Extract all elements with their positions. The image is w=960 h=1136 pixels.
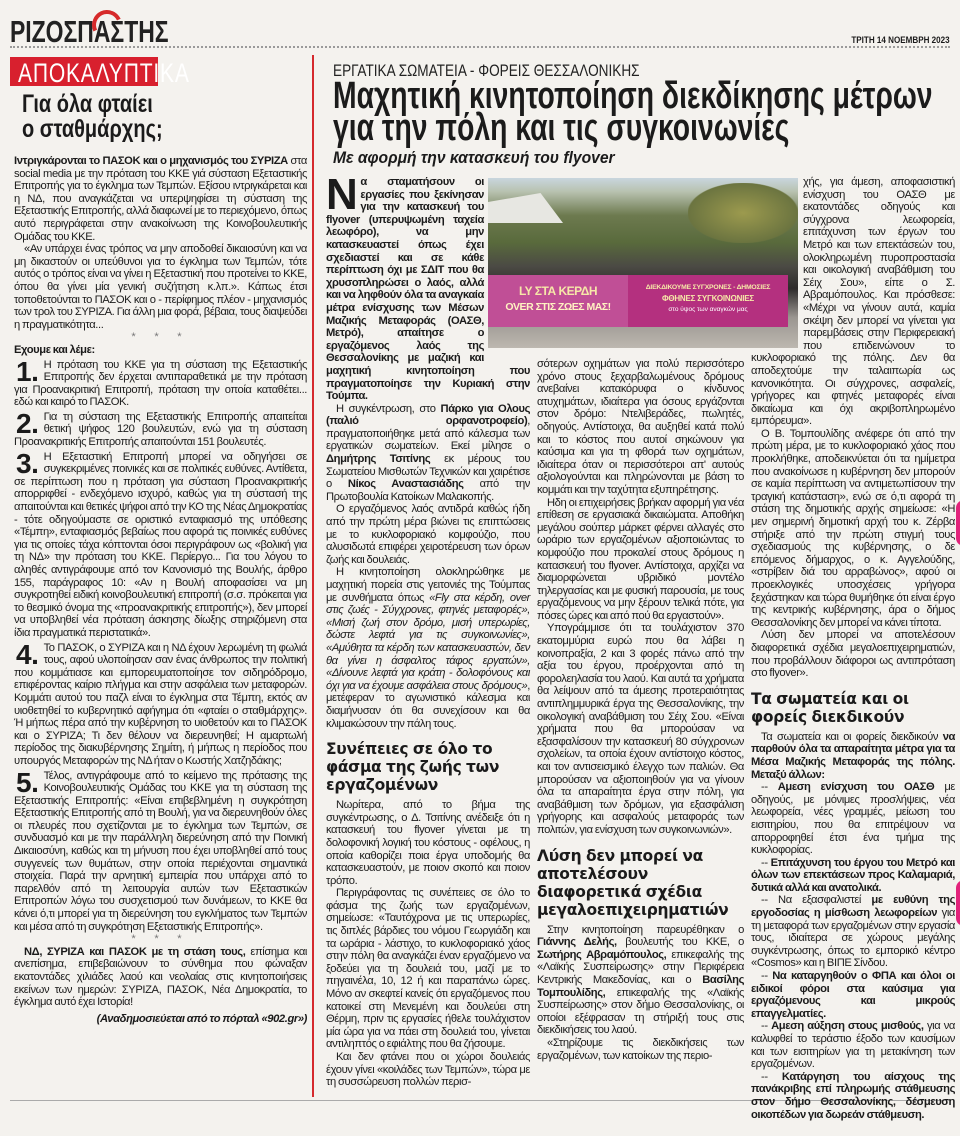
point-number: 3.: [16, 447, 39, 479]
page-edge-marker: [956, 880, 960, 926]
banner-text: στο ύψος των αναγκών μας: [668, 306, 748, 313]
text-run: επικεφαλής της «Λαϊκής Συσπείρωσης» στην Περιφέρεια Κεντρικής Μακεδονίας, και ο: [537, 948, 744, 986]
text-run: Στην κινητοποίηση παρευρέθηκαν ο: [547, 923, 744, 936]
main-article-column-3: [751, 176, 955, 1121]
header-divider: [10, 46, 950, 48]
text-run: -- Να εξασφαλιστεί: [761, 894, 872, 907]
banner-text: ΔΙΕΚΔΙΚΟΥΜΕ ΣΥΓΧΡΟΝΕΣ - ΔΗΜΟΣΙΕΣ: [645, 284, 771, 291]
text-run: , πραγματοποιήθηκε μετά από κάλεσμα των εργατικών σωματείων. Εκεί μίλησε ο: [326, 415, 530, 453]
point-number: 5.: [16, 766, 39, 798]
text-run: Η συγκέντρωση, στο: [336, 402, 441, 415]
left-title-line: Για όλα φταίει: [22, 90, 153, 118]
section-badge: [10, 57, 190, 88]
text-run: Νωρίτερα, από το βήμα της συγκέντρωσης, ο Δ. Τσιτίνης ανέδειξε ότι η κατασκευή του flyover γίνεται με τη δολοφονική λογική του κόστους - οφέλους, η οποία καθορίζει ποια έργα υποδομής θα κατασκευαστούν, με ποιον σκοπό και ποιον τρόπο.: [326, 799, 530, 887]
text-run: Τέλος, αντιγράφουμε από το κείμενο της πρότασης της Κοινοβουλευτικής Ομάδας του ΚΚΕ για τη σύσταση της Εξεταστικής Επιτροπής: «Είναι επιβεβλημένη η συγκρότηση Εξεταστικής Επιτροπής από τη Βουλή, για να διερευνηθούν όλες οι πλευρές που σχετίζονται με το έγκλημα των Τεμπών, σε συνδυασμό και με την παράλληλη διερεύνηση από την Ποινική Δικαιοσύνη, καθώς και τη μήνυση που έχει υποβληθεί από τους συγγενείς των θυμάτων, στην οποία περιέχονται σημαντικά στοιχεία. Παρά την αρνητική εμπειρία που υπάρχει από το παρελθόν από τη λειτουργία αυτών των Εξεταστικών Επιτροπών λόγω του συσχετισμού των δυνάμεων, το ΚΚΕ θα κάνει ό,τι μπορεί για τη διερεύνηση του εγκλήματος των Τεμπών και μέσα από τη συγκρότηση Εξεταστικής Επιτροπής».: [14, 769, 307, 933]
paragraph: [751, 428, 955, 630]
text-run: εκ μέρους του Σωματείου Μισθωτών Τεχνικών και χαιρέτισε ο: [326, 453, 530, 491]
separator-stars: [14, 933, 307, 946]
source-credit: [14, 1013, 307, 1026]
text-run: «Fly στα κέρδη, over στις ζωές - Σύγχρονες, φτηνές μεταφορές», «Μισή ζωή στον δρόμο, μισή υπερωρίες, δώστε λεφτά για τις συγκοινωνίες», «Αμύθητα τα κέρδη των κατασκευαστών, δεν θα γίνει η άσφαλτος τάφος εργατών», «Δίνουνε λεφτά για κράτη - δολοφόνους και όχι για να έχουμε ασφάλεια στους δρόμους»: [326, 591, 530, 692]
text-run: Τα σωματεία και οι φορείς διεκδικούν: [751, 689, 909, 726]
text-run: --: [761, 970, 773, 983]
text-run: Λύση δεν μπορεί να αποτελέσουν διαφορετικά σχέδια μεγαλοεπιχειρηματιών, που προβάλλουν διάφοροι ως αντιπρόταση στο flyover».: [751, 629, 955, 680]
text-run: να παρθούν όλα τα απαραίτητα μέτρα για τα Μέσα Μαζικής Μεταφοράς της πόλης. Μεταξύ άλλων:: [751, 730, 955, 781]
text-run: , μετέφεραν το αγωνιστικό κάλεσμα και διαμήνυσαν ότι θα συνεχίσουν και θα κλιμακώσουν την πάλη τους.: [326, 679, 530, 730]
main-article-subhead: Με αφορμή την κατασκευή του flyover: [333, 148, 615, 167]
text-run: Και δεν φτάνει που οι χώροι δουλειάς έχουν γίνει «κοιλάδες των Τεμπών», τώρα με τη συσσώρευση πολλών περισ-: [326, 1051, 530, 1089]
text-run: Νίκος Αναστασιάδης: [347, 478, 464, 491]
text-run: Η Εξεταστική Επιτροπή μπορεί να οδηγήσει σε συγκεκριμένες ποινικές και σε πολιτικές ευθύνες. Αντίθετα, σε περίπτωση που η πρόταση για σύσταση Προανακριτικής απορριφθεί - ενδεχόμενο ισχυρό, καθώς για τη σύστασή της απαιτούνται και θετικές ψήφοι από την ΚΟ της Νέας Δημοκρατίας - τότε οδηγούμαστε σε οριστικό ενταφιασμό της υπόθεσης «Τέμπη», ενταφιασμός βεβαίως που αφορά τις ποινικές ευθύνες για τις οποίες τάχα κόπτονται όσοι περιγράφουν ως «βολική για τη ΝΔ» την πρόταση του ΚΚΕ. Περίεργο... Για του λόγου το αληθές αντιγράφουμε από τον Κανονισμό της Βουλής, άρθρο 155, παράγραφος 10: «Αν η Βουλή αποφασίσει να μη συγκροτηθεί ειδική κοινοβουλευτική επιτροπή (σ.σ. πρόκειται για το θεσμικό όνομα της «προανακριτικής επιτροπής»), δεν μπορεί να υποβληθεί νέα πρόταση άσκησης δίωξης στηριζόμενη στα ίδια πραγματικά περιστατικά».: [14, 450, 307, 639]
paragraph: [14, 243, 307, 331]
paragraph: [537, 497, 744, 623]
text-run: για να καλυφθεί το τεράστιο έξοδο των καυσίμων και των εισιτηρίων για τη μετακίνηση των εργαζομένων.: [751, 1020, 956, 1071]
text-run: (Αναδημοσιεύεται από το πόρταλ «902.gr»): [96, 1012, 307, 1025]
numbered-point: [14, 447, 307, 640]
text-run: Σωτήρης Αβραμόπουλος,: [537, 948, 667, 961]
numbered-point: [14, 407, 307, 449]
text-run: Αμεση ενίσχυση του ΟΑΣΘ: [777, 781, 935, 794]
text-run: Ιντριγκάρονται το ΠΑΣΟΚ και ο μηχανισμός του ΣΥΡΙΖΑ: [14, 155, 288, 167]
text-run: Τα σωματεία και οι φορείς διεκδικούν: [761, 730, 943, 743]
text-run: Για τη σύσταση της Εξεταστικής Επιτροπής απαιτείται θετική ψήφος 120 βουλευτών, ενώ για τη σύσταση Προανακριτικής Επιτροπής απαιτούνται 151 βουλευτές.: [14, 410, 307, 449]
separator-stars: [14, 331, 307, 344]
text-run: --: [761, 1070, 782, 1083]
numbered-point: [14, 766, 307, 934]
text-run: χής, για άμεση, αποφασιστική ενίσχυση του ΟΑΣΘ με εκατοντάδες οδηγούς και σύγχρονα λεωφορεία, επιτάχυνση των έργων του Μετρό και των επεκτάσεών του, ολοκληρωμένη πυροπροστασία και οικολογική αναβάθμιση του Σέιχ Σου», είπε ο Σ. Αβραμόπουλος. Και πρόσθεσε: «Μέχρι να γίνουν αυτά, καμία σκέψη δεν μπορεί να γίνεται για παρεμβάσεις στην Περιφερειακή που επιδεινώνουν το κυκλοφοριακό της πόλης. Δεν θα αποδεχτούμε την ταλαιπωρία ως κανονικότητα. Οι σύγχρονες, ασφαλείς, γρήγορες και φτηνές μεταφορές είναι δικαίωμα και όχι ακριβοπληρωμένο εμπόρευμα».: [751, 176, 955, 428]
left-title-line: ο σταθμάρχης;: [22, 115, 163, 143]
paragraph: [326, 503, 530, 566]
paragraph: [751, 970, 955, 1020]
subheading: [751, 690, 955, 726]
issue-date: ΤΡΙΤΗ 14 ΝΟΕΜΒΡΗ 2023: [851, 35, 950, 46]
paragraph: [751, 731, 955, 781]
main-article-column-2: [537, 358, 744, 1062]
text-run: α σταματήσουν οι εργασίες που ξεκίνησαν για την κατασκευή του flyover (υπερυψωμένη ταχεία λεωφόρο), να μην κατασκευαστεί όπως έχει σχεδιαστεί και σε κάθε περίπτωση όχι με ΣΔΙΤ που θα χρυσοπληρώσει ο λαός, αλλά και να ληφθούν όλα τα αναγκαία μέτρα ενίσχυσης των Μέσων Μαζικής Μεταφοράς (ΟΑΣΘ, Μετρό), απαίτησε ο εργαζόμενος λαός της Θεσσαλονίκης με μαζική και μαχητική κινητοποίηση που πραγματοποίησε την Κυριακή στην Τούμπα.: [326, 176, 530, 403]
paragraph: [14, 155, 307, 243]
numbered-point: [14, 355, 307, 409]
paragraph: [751, 781, 955, 857]
drop-cap: Ν: [326, 170, 358, 219]
text-run: Υπογράμμισε ότι τα τουλάχιστον 370 εκατομμύρια ευρώ που θα λάβει η κοινοπραξία, 2 και 3 φορές πάνω από την αξία του έργου, προέρχονται από τη φορολεηλασία του λαού. Και αυτά τα χρήματα θα λείψουν από τα άμεσης προτεραιότητας αντιπλημμυρικά έργα της Θεσσαλονίκης, την οικολογική αναβάθμιση του Σέιχ Σου. «Είναι χρήματα που θα μπορούσαν να εξασφαλίσουν την κατασκευή 80 σύγχρονων σχολείων, τα οποία έχουν αντίστοιχο κόστος, και τον αντισεισμικό έλεγχο των παλιών. Θα μπορούσαν να αξιοποιηθούν για να γίνουν όλα τα απαραίτητα έργα στην πόλη, για αναβάθμιση των δρόμων, για εξασφάλιση γρήγορης και ασφαλούς μεταφοράς των πολιτών, για ενίσχυση των συγκοινωνιών».: [537, 622, 744, 836]
subheading: [537, 847, 744, 919]
text-run: επίσημα και ανεπίσημα, επιβεβαιώνουν το σύνθημα που φώναξαν εκατοντάδες χιλιάδες λαού και νεολαίας στις κινητοποιήσεις εκείνων των ημερών: ΣΥΡΙΖΑ, ΠΑΣΟΚ, Νέα Δημοκρατία, το έγκλημα αυτό έχει Ιστορία!: [14, 945, 307, 1009]
text-run: επικεφαλής της «Λαϊκής Συσπείρωσης» στον δήμο Θεσσαλονίκης, οι οποίοι εξέφρασαν τη στήριξή τους στις διεκδικήσεις του λαού.: [537, 986, 744, 1037]
text-run: με οδηγούς, με μόνιμες προσλήψεις, νέα λεωφορεία, νέες γραμμές, μείωση του εισιτηρίου, που θα επιτρέψουν να απορροφηθεί έτσι ένα τμήμα της κυκλοφορίας.: [751, 781, 955, 857]
text-run: Βασίλης Τομπουλίδης,: [537, 973, 744, 999]
paragraph: [751, 857, 955, 895]
text-run: «Στηρίζουμε τις διεκδικήσεις των εργαζομένων, των κατοίκων της περιο-: [537, 1036, 744, 1062]
headline-line: για την πόλη και τις συγκοινωνίες: [333, 107, 790, 149]
text-run: με ευθύνη της εργοδοσίας η μίσθωση λεωφορείων: [751, 894, 955, 920]
text-run: --: [761, 856, 771, 869]
text-run: --: [761, 1020, 772, 1033]
text-run: Γιάννης Δελής,: [537, 936, 617, 949]
text-run: * * *: [131, 331, 190, 344]
point-number: 2.: [16, 407, 39, 439]
paragraph: [326, 799, 530, 887]
text-run: Ο εργαζόμενος λαός αντιδρά καθώς ήδη από την πρώτη μέρα βιώνει τις επιπτώσεις με το κυκλοφοριακό κομφούζιο, που αλυσιδωτά επιφέρει χειροτέρευση των όρων ζωής και δουλειάς.: [326, 503, 530, 566]
point-number: 1.: [16, 355, 39, 387]
text-run: Αμεση αύξηση στους μισθούς,: [771, 1020, 924, 1033]
paragraph: [751, 629, 955, 679]
text-run: στα social media με την πρόταση του ΚΚΕ γιά σύσταση Εξεταστικής Επιτροπής για το έγκλημα των Τεμπών. Εξίσου ιντριγκάρεται και η ΝΔ, που αναγκάζεται να υπερψηφίσει τη σύσταση της Εξεταστικής Επιτροπής, αλλά διαφωνεί με το περιεχόμενο, όπως αυτό περιγράφεται στην ανακοίνωση της Κοινοβουλευτικής Ομάδας του ΚΚΕ.: [14, 155, 307, 243]
text-run: Το ΠΑΣΟΚ, ο ΣΥΡΙΖΑ και η ΝΔ έχουν λερωμένη τη φωλιά τους, αφού υλοποίησαν σαν ένας άνθρωπος την πολιτική που κομμάτιασε και εμπορευματοποίησε τον σιδηρόδρομο, επιφέροντας καίριο πλήγμα και στην ασφάλεια των μεταφορών. Κομμάτι αυτού του παζλ είναι το έγκλημα στα Τέμπη, εκτός αν υιοθετηθεί το κυβερνητικό αφήγημα ότι «φταίει ο σταθμάρχης». Ή μήπως πέρα από την κυβέρνηση το υιοθετούν και το ΠΑΣΟΚ και ο ΣΥΡΙΖΑ; Τι δεν θέλουν να διερευνηθεί; Η αμαρτωλή περίοδος της διακυβέρνησης Σημίτη, ή μήπως η περίοδος που υπουργός Μεταφορών της ΝΔ ήταν ο Κωστής Χατζηδάκης;: [14, 641, 307, 767]
text-run: * * *: [131, 933, 190, 946]
paragraph: [14, 946, 307, 1009]
text-run: από την Πρωτοβουλία Κατοίκων Μαλακοπής.: [326, 478, 530, 503]
paragraph: [537, 1037, 744, 1062]
paragraph: [537, 622, 744, 836]
paragraph: [326, 887, 530, 1051]
text-run: Περιγράφοντας τις συνέπειες σε όλο το φάσμα της ζωής των εργαζομένων, σημείωσε: «Ταυτόχρονα με τις υπερωρίες, τις διπλές βάρδιες του νόμου Γεωργιάδη και τα ωράρια - λάστιχο, το κυκλοφοριακό χάος στην πόλη θα αναγκάζει έναν εργαζόμενο να ξοδεύει για τη δουλειά του, μαζί με το πηγαινέλα, 10, 12 ή και παραπάνω ώρες. Μόνο αν σκεφτεί κανείς ότι εργαζόμενος που κατοικεί στη Μενεμένη και δουλεύει στη Θέρμη, πριν τις εργασίες ήθελε τουλάχιστον μία ώρα για να πάει στη δουλειά του, γίνεται αντιληπτός ο εφιάλτης που θα ζήσουμε.: [326, 887, 530, 1051]
section-label: ΑΠΟΚΑΛΥΠΤΙΚΑ: [18, 58, 190, 88]
text-run: Εχουμε και λέμε:: [14, 343, 95, 356]
text-run: Δημήτρης Τσιτίνης: [326, 453, 431, 466]
point-number: 4.: [16, 638, 39, 670]
paragraph: [326, 1051, 530, 1089]
newspaper-logo: ΡΙΖΟΣΠΑΣΤΗΣ: [10, 14, 169, 49]
paragraph: [326, 566, 530, 730]
text-run: βουλευτής του ΚΚΕ, ο: [616, 936, 745, 949]
page-edge-marker: [956, 500, 960, 546]
text-run: για τη μεταφορά των εργαζομένων στην εργασία τους, ιδιαίτερα σε χώρους μεγάλης συγκέντρωσης, όπως το εμπορικό κέντρο «Cosmos» και η ΒΙΠΕ Σίνδου.: [751, 907, 955, 970]
text-run: Η πρόταση του ΚΚΕ για τη σύσταση της Εξεταστικής Επιτροπής δεν έρχεται αντιπαραθετικά με την πρόταση για Προανακριτική Επιτροπή, πρόταση την οποία καταθέτει... εδώ και καιρό το ΠΑΣΟΚ.: [14, 358, 307, 409]
text-run: Η κινητοποίηση ολοκληρώθηκε με μαχητική πορεία στις γειτονιές της Τούμπας με συνθήματα όπως: [326, 566, 530, 604]
banner-text: ΦΘΗΝΕΣ ΣΥΓΚΟΙΝΩΝΙΕΣ: [661, 294, 755, 303]
banner-text: LY ΣΤΑ ΚΕΡΔΗ: [518, 284, 598, 298]
main-article-headline: [333, 75, 933, 149]
left-article-title: [22, 92, 163, 142]
text-run: Κατάργηση του αίσχους της πανάκριβης επί πληρωμής στάθμευσης στον δήμο Θεσσαλονίκης, δέσμευση οικοπέδων για δωρεάν στάθμευση.: [751, 1070, 956, 1121]
headline-line: Μαχητική κινητοποίηση διεκδίκησης μέτρων: [333, 75, 933, 117]
paragraph: [537, 924, 744, 1037]
text-run: σότερων οχημάτων για πολύ περισσότερο χρόνο στους ξεχαρβαλωμένους δρόμους ανεβαίνει κατακόρυφα ο κίνδυνος ατυχημάτων, ιδιαίτερα για όσους εργάζονται στον δρόμο: Ντελιβεράδες, πωλητές, οδηγούς. Αντίστοιχα, θα αυξηθεί κατά πολύ και το κόστος που αυτοί σηκώνουν για καύσιμα και για τη φθορά των οχημάτων, ιδιαίτερα όταν οι περισσότεροι απ' αυτούς αξιολογούνται και πληρώνονται με βάση το κομμάτι και την ταχύτητα εξυπηρέτησης.: [537, 358, 744, 496]
main-article-column-1: [326, 170, 530, 1089]
text-run: Λύση δεν μπορεί να αποτελέσουν διαφορετικά σχέδια μεγαλοεπιχειρηματιών: [537, 846, 729, 919]
text-run: «Αν υπάρχει ένας τρόπος να μην αποδοθεί δικαιοσύνη και να μη δικαστούν οι υπεύθυνοι για το έγκλημα των Τεμπών, τότε αυτός ο τρόπος είναι να γίνει η Εξεταστική που προτείνει το ΚΚΕ, όπου θα γίνει μία γενική συζήτηση κ.λπ.». Κάπως έτσι τοποθετούνται το ΠΑΣΟΚ και ο - περίφημος πλέον - μηχανισμός των τρολ του ΣΥΡΙΖΑ. Για άλλη μια φορά, βέβαια, τους διαψεύδει η πραγματικότητα...: [14, 243, 307, 331]
paragraph: [14, 344, 307, 357]
main-article-kicker: ΕΡΓΑΤΙΚΑ ΣΩΜΑΤΕΙΑ - ΦΟΡΕΙΣ ΘΕΣΣΑΛΟΝΙΚΗΣ: [333, 61, 640, 80]
numbered-point: [14, 638, 307, 768]
paragraph: [326, 403, 530, 504]
banner-text: OVER ΣΤΙΣ ΖΩΕΣ ΜΑΣ!: [505, 301, 611, 313]
subheading: [326, 740, 530, 794]
text-run: Να καταργηθούν ο ΦΠΑ και όλοι οι ειδικοί φόροι στα καύσιμα για εργαζόμενους και μικρούς επαγγελματίες.: [751, 970, 956, 1020]
text-run: Συνέπειες σε όλο το φάσμα της ζωής των εργαζομένων: [326, 740, 500, 795]
text-run: ΝΔ, ΣΥΡΙΖΑ και ΠΑΣΟΚ με τη στάση τους,: [24, 945, 246, 958]
column-divider: [312, 55, 314, 1097]
text-run: Επιτάχυνση του έργου του Μετρό και όλων των επεκτάσεων προς Καλαμαριά, δυτικά αλλά και ανατολικά.: [751, 856, 956, 894]
paragraph: [751, 1071, 955, 1121]
text-run: Πάρκο για Ολους (παλιό ορφανοτροφείο): [326, 402, 530, 428]
text-run: --: [761, 781, 778, 794]
left-article-body: [14, 155, 307, 1025]
paragraph: [751, 1020, 955, 1070]
paragraph: [537, 358, 744, 497]
text-run: Ο Β. Τομπουλίδης ανέφερε ότι από την πρώτη μέρα, με το κυκλοφοριακό χάος που προκλήθηκε, αποδεικνύεται ότι τα ημίμετρα που ανακοίνωσε η κυβέρνηση δεν μπορούν σε καμία περίπτωση να αντιμετωπίσουν την τραγική κατάσταση», ενώ σε ό,τι αφορά τη στάση της δημοτικής αρχής σημείωσε: «Η μεν σημερινή δημοτική αρχή του κ. Ζέρβα στήριξε από την πρώτη στιγμή τους σχεδιασμούς της κυβέρνησης, ο δε επόμενος δήμαρχος, ο κ. Αγγελούδης, «στρίβειν διά του αρραβώνος», αφού οι προεκλογικές υποσχέσεις γρήγορα ξεχάστηκαν και τώρα θυμήθηκε ότι είναι έργο της κεντρικής κυβέρνησης, άρα ο δήμος Θεσσαλονίκης δεν μπορεί να κάνει τίποτα.: [751, 427, 955, 629]
text-run: Ηδη οι επιχειρήσεις βρήκαν αφορμή για νέα επίθεση σε εργασιακά δικαιώματα. Αποθήκη μεγάλου σούπερ μάρκετ φέρνει αλλαγές στο ωράριο των εργαζομένων αξιοποιώντας το κομφούζιο που προκαλεί στους δρόμους η κατασκευή του flyover. Αντίστοιχα, αρχίζει να διαμορφώνεται υβριδικό μοντέλο τηλεργασίας και με φυσική παρουσία, με τους εργαζόμενους να μην ξέρουν τελικά πότε, για πόσες ώρες και από πού θα εργαστούν».: [537, 496, 744, 622]
paragraph: [751, 894, 955, 970]
